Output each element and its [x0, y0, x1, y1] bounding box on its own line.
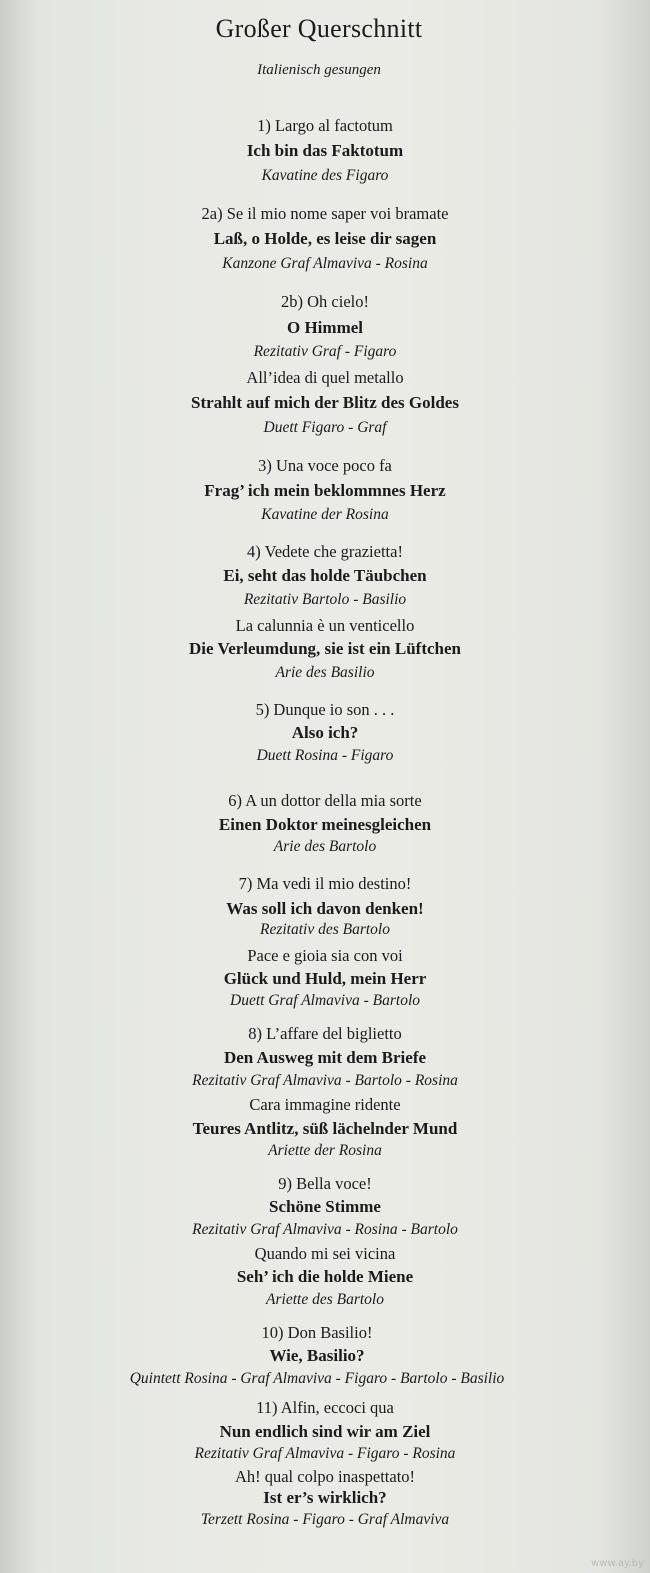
track-german-title: Den Ausweg mit dem Briefe [223, 1048, 427, 1067]
track-german-title: Ich bin das Faktotum [246, 141, 404, 160]
track-italian-title: La calunnia è un venticello [235, 616, 415, 635]
track-type: Rezitativ Graf Almaviva - Figaro - Rosina [194, 1445, 456, 1462]
track-italian-title: 11) Alfin, eccoci qua [256, 1398, 394, 1417]
track-type: Arie des Bartolo [273, 838, 377, 855]
track-type: Rezitativ Graf - Figaro [253, 343, 397, 360]
track-german-title: Ei, seht das holde Täubchen [223, 566, 427, 585]
track-german-title: Also ich? [291, 723, 359, 742]
track-italian-title: Pace e gioia sia con voi [247, 946, 403, 965]
track-type: Duett Figaro - Graf [263, 419, 387, 436]
track-german-title: O Himmel [286, 318, 363, 337]
track-italian-title: 2b) Oh cielo! [281, 292, 369, 311]
page-subtitle: Italienisch gesungen [257, 62, 381, 78]
track-german-title: Seh’ ich die holde Miene [236, 1267, 414, 1286]
watermark: www.ay.by [591, 1558, 644, 1569]
track-italian-title: 6) A un dottor della mia sorte [228, 791, 422, 810]
track-italian-title: 8) L’affare del biglietto [248, 1024, 402, 1043]
track-type: Duett Graf Almaviva - Bartolo [230, 992, 420, 1009]
track-german-title: Glück und Huld, mein Herr [223, 969, 427, 988]
track-type: Kavatine der Rosina [261, 506, 389, 523]
track-italian-title: Quando mi sei vicina [254, 1244, 396, 1263]
track-type: Rezitativ Bartolo - Basilio [243, 591, 407, 608]
track-type: Ariette der Rosina [268, 1142, 382, 1159]
track-german-title: Ist er’s wirklich? [263, 1488, 387, 1507]
track-german-title: Die Verleumdung, sie ist ein Lüftchen [188, 639, 462, 658]
track-italian-title: 4) Vedete che grazietta! [247, 542, 403, 561]
track-italian-title: 1) Largo al factotum [257, 116, 393, 135]
track-german-title: Was soll ich davon denken! [226, 899, 424, 918]
track-type: Rezitativ Graf Almaviva - Bartolo - Rosina [192, 1072, 458, 1089]
track-italian-title: 3) Una voce poco fa [258, 456, 392, 475]
track-german-title: Einen Doktor meinesgleichen [218, 815, 432, 834]
page-title: Großer Querschnitt [215, 14, 423, 43]
track-type: Rezitativ Graf Almaviva - Rosina - Bartolo [192, 1221, 458, 1238]
track-italian-title: 9) Bella voce! [278, 1174, 372, 1193]
track-german-title: Schöne Stimme [269, 1197, 381, 1216]
track-type: Arie des Basilio [275, 664, 375, 681]
track-type: Rezitativ des Bartolo [259, 921, 390, 938]
track-german-title: Frag’ ich mein beklommnes Herz [204, 481, 446, 500]
track-italian-title: 7) Ma vedi il mio destino! [238, 874, 412, 893]
track-type: Kavatine des Figaro [261, 167, 389, 184]
track-italian-title: 2a) Se il mio nome saper voi bramate [201, 204, 449, 223]
track-type: Quintett Rosina - Graf Almaviva - Figaro - Bartolo - Basilio [129, 1370, 505, 1387]
track-italian-title: 5) Dunque io son . . . [255, 700, 395, 719]
track-type: Duett Rosina - Figaro [256, 747, 394, 764]
track-italian-title: Ah! qual colpo inaspettato! [234, 1467, 416, 1486]
track-type: Kanzone Graf Almaviva - Rosina [222, 255, 428, 272]
track-german-title: Nun endlich sind wir am Ziel [219, 1422, 431, 1441]
track-german-title: Strahlt auf mich der Blitz des Goldes [191, 393, 459, 412]
track-italian-title: All’idea di quel metallo [246, 368, 404, 387]
track-german-title: Teures Antlitz, süß lächelnder Mund [192, 1119, 458, 1138]
track-type: Ariette des Bartolo [266, 1291, 384, 1308]
track-type: Terzett Rosina - Figaro - Graf Almaviva [200, 1511, 450, 1528]
track-italian-title: Cara immagine ridente [249, 1095, 401, 1114]
track-german-title: Wie, Basilio? [269, 1346, 365, 1365]
track-italian-title: 10) Don Basilio! [261, 1323, 373, 1342]
track-german-title: Laß, o Holde, es leise dir sagen [213, 229, 437, 248]
